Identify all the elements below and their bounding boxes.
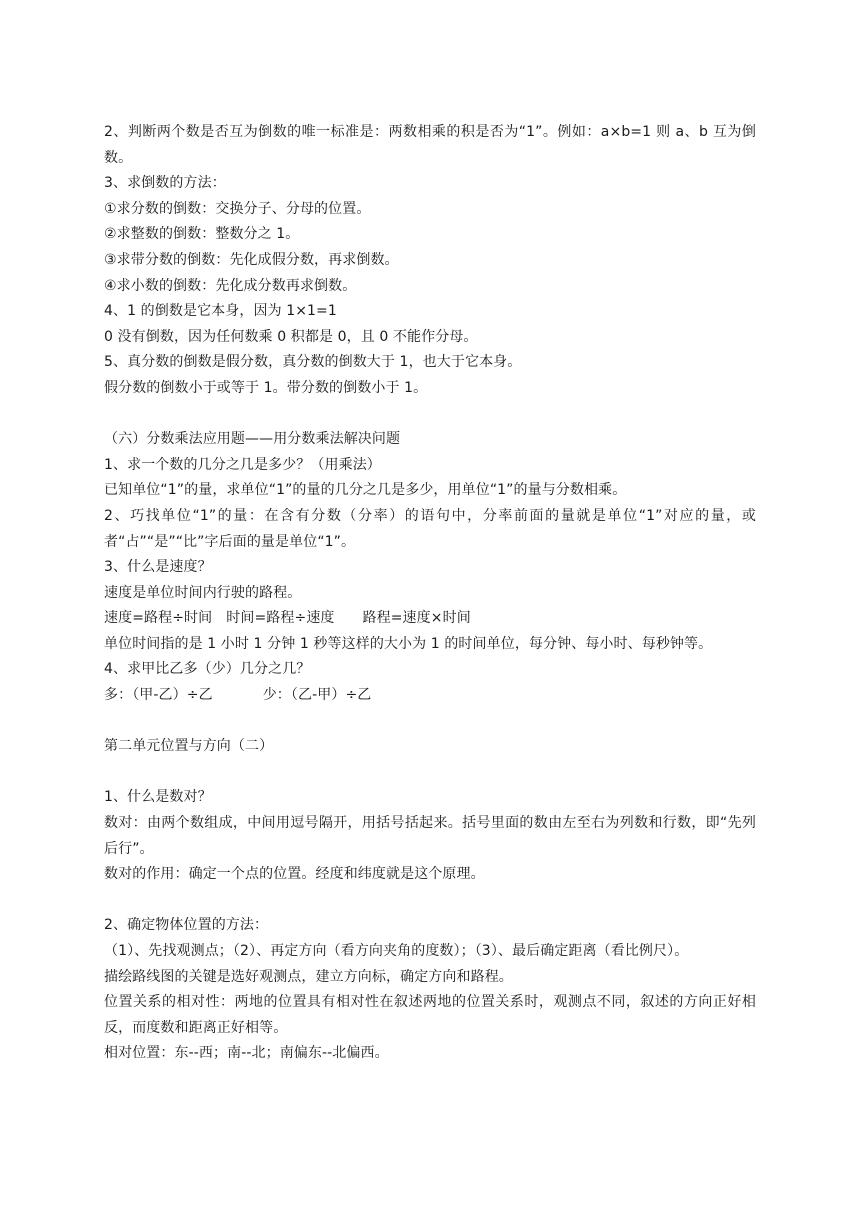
heading-number-pair: 1、什么是数对？: [104, 789, 212, 806]
formula-speed: 速度=路程÷时间: [104, 610, 213, 627]
paragraph-zero-reciprocal: 0 没有倒数，因为任何数乘 0 积都是 0，且 0 不能作分母。: [104, 328, 478, 345]
formula-row: [104, 606, 756, 632]
spacer: [104, 709, 756, 735]
unit-heading-position: 第二单元位置与方向（二）: [104, 738, 274, 755]
paragraph-unit-time: 单位时间指的是 1 小时 1 分钟 1 秒等这样的大小为 1 的时间单位，每分钟、每小时、每秒钟等。: [104, 635, 713, 652]
paragraph-method-mixed: ③求带分数的倒数：先化成假分数，再求倒数。: [104, 251, 399, 268]
formula-time: 时间=路程÷速度: [226, 610, 335, 627]
paragraph-speed-definition: 速度是单位时间内行驶的路程。: [104, 584, 302, 601]
paragraph-reciprocal-criterion: 2、判断两个数是否互为倒数的唯一标准是：两数相乘的积是否为“1”。例如：a×b=1 则 a、b 互为倒数。: [104, 124, 756, 166]
spacer: [104, 402, 756, 428]
paragraph-relativity: 位置关系的相对性：两地的位置具有相对性在叙述两地的位置关系时，观测点不同，叙述的方向正好相反，而度数和距离正好相等。: [104, 994, 756, 1036]
document-page: [104, 120, 756, 1067]
heading-reciprocal-method: 3、求倒数的方法：: [104, 175, 226, 192]
heading-more-less: 4、求甲比乙多（少）几分之几？: [104, 661, 311, 678]
paragraph-route-map: 描绘路线图的关键是选好观测点，建立方向标，确定方向和路程。: [104, 968, 513, 985]
spacer: [104, 888, 756, 914]
heading-position-method: 2、确定物体位置的方法：: [104, 917, 269, 934]
heading-fraction-of-number: 1、求一个数的几分之几是多少？（用乘法）: [104, 456, 381, 473]
formula-distance: 路程=速度×时间: [362, 610, 471, 627]
paragraph-position-steps: （1）、先找观测点；（2）、再定方向（看方向夹角的度数）；（3）、最后确定距离（看比例尺）。: [104, 943, 689, 959]
paragraph-unit-one: 已知单位“1”的量，求单位“1”的量的几分之几是多少，用单位“1”的量与分数相乘。: [104, 482, 627, 499]
formula-more-less-row: [104, 683, 756, 709]
paragraph-proper-fraction: 5、真分数的倒数是假分数，真分数的倒数大于 1，也大于它本身。: [104, 354, 522, 371]
paragraph-one-reciprocal: 4、1 的倒数是它本身，因为 1×1=1: [104, 303, 337, 320]
paragraph-method-fraction: ①求分数的倒数：交换分子、分母的位置。: [104, 200, 371, 217]
formula-less: 少：（乙-甲）÷乙: [262, 687, 372, 704]
heading-speed: 3、什么是速度？: [104, 559, 212, 576]
formula-more: 多：（甲-乙）÷乙: [104, 687, 213, 704]
spacer: [104, 760, 756, 786]
paragraph-method-decimal: ④求小数的倒数：先化成分数再求倒数。: [104, 277, 357, 294]
paragraph-number-pair-use: 数对的作用：确定一个点的位置。经度和纬度就是这个原理。: [104, 866, 485, 883]
paragraph-relative-positions: 相对位置：东--西；南--北；南偏东--北偏西。: [104, 1045, 389, 1062]
paragraph-number-pair-definition: 数对：由两个数组成，中间用逗号隔开，用括号括起来。括号里面的数由左至右为列数和行数，即“先列后行”。: [104, 815, 756, 857]
section-heading-application: （六）分数乘法应用题——用分数乘法解决问题: [104, 431, 401, 448]
paragraph-improper-fraction: 假分数的倒数小于或等于 1。带分数的倒数小于 1。: [104, 379, 428, 396]
paragraph-find-unit-one: 2、巧找单位“1”的量：在含有分数（分率）的语句中，分率前面的量就是单位“1”对应的量，或者“占”“是”“比”字后面的量是单位“1”。: [104, 507, 756, 550]
paragraph-method-integer: ②求整数的倒数：整数分之 1。: [104, 226, 300, 243]
